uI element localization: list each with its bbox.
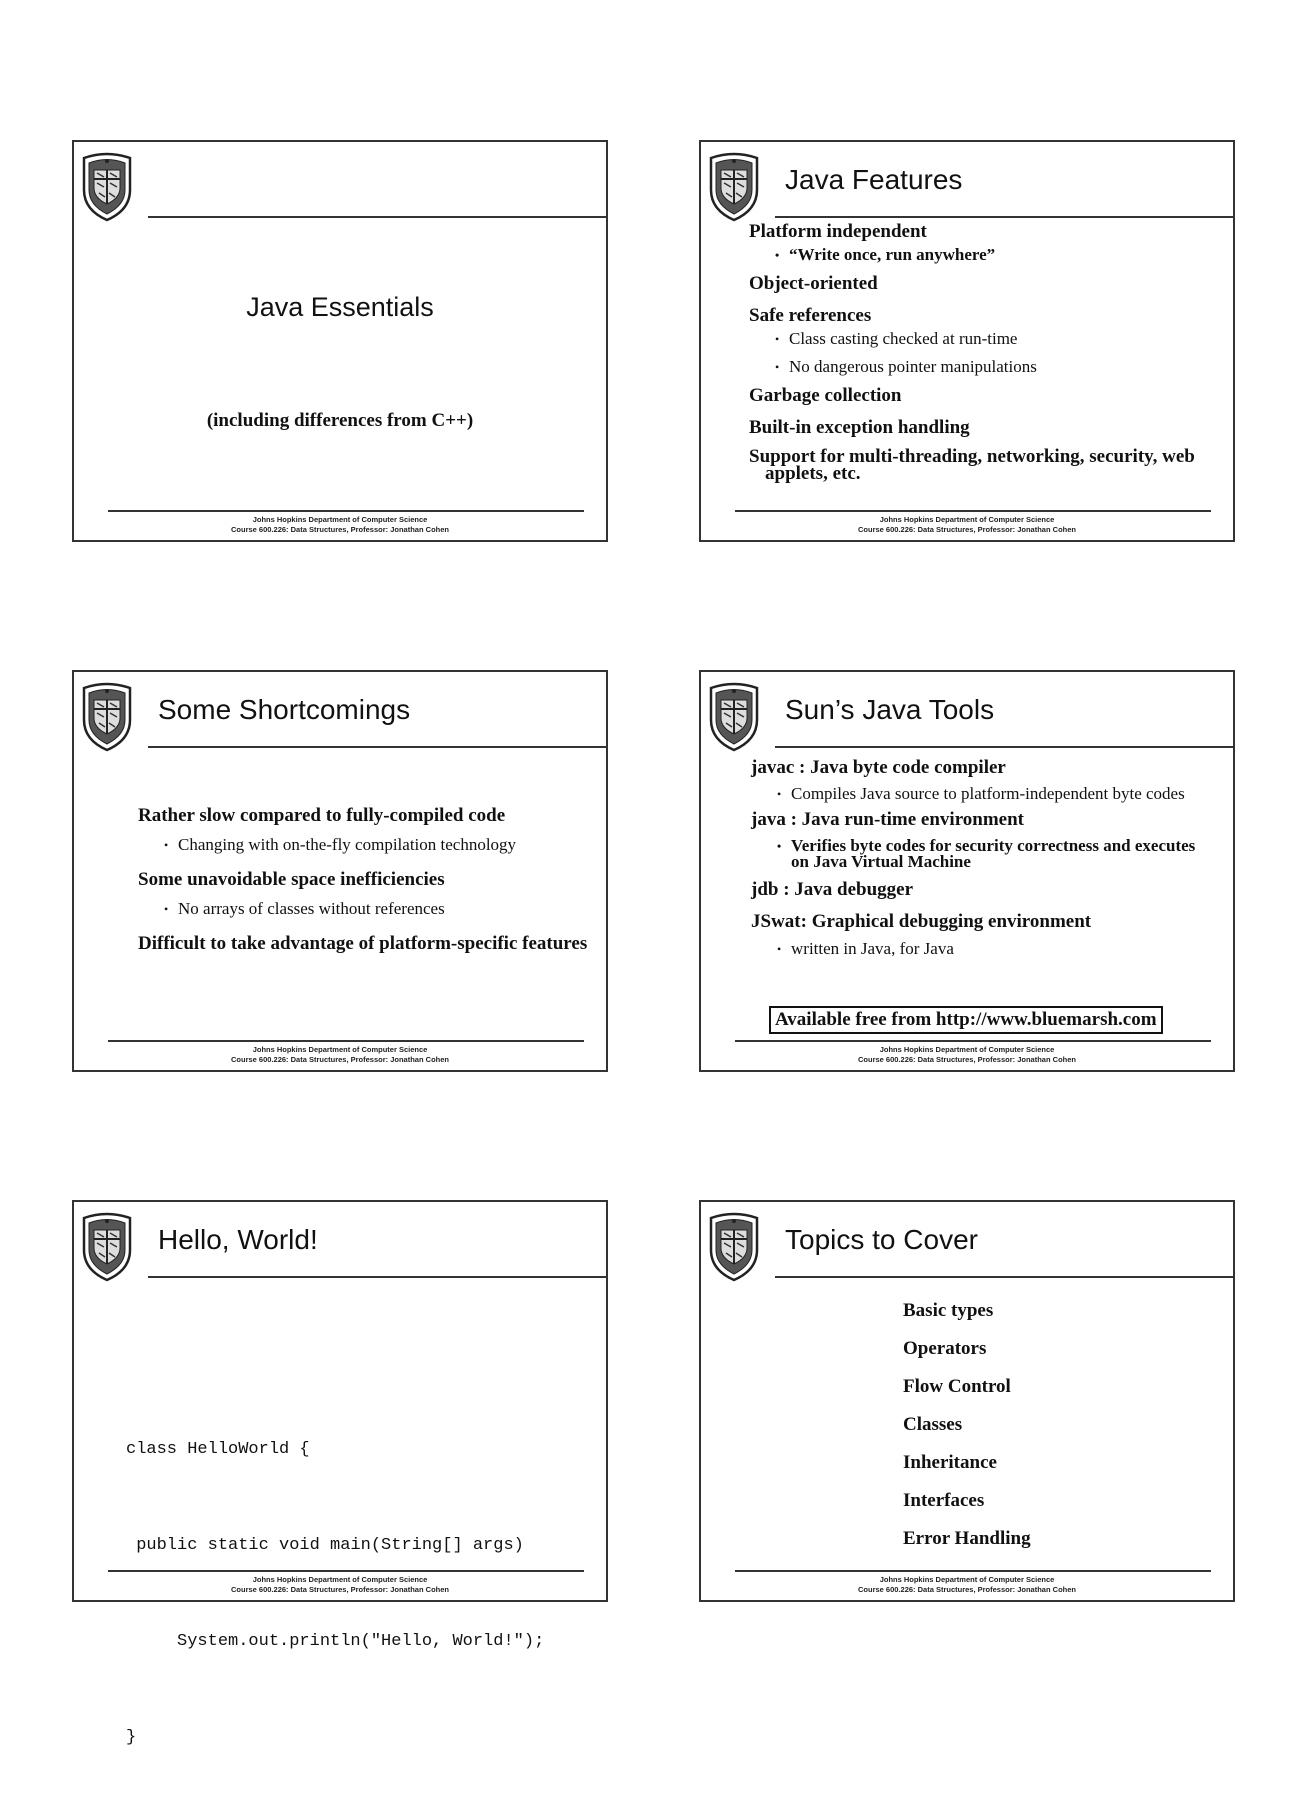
title-rule: [148, 746, 606, 748]
slide-footer: [74, 1045, 606, 1065]
footer-line-1: Johns Hopkins Department of Computer Science: [879, 1575, 1055, 1584]
slide-footer: [701, 1575, 1233, 1595]
footer-line-2: Course 600.226: Data Structures, Professor: Jonathan Cohen: [231, 525, 449, 534]
title-rule: [775, 746, 1233, 748]
list-item: Rather slow compared to fully-compiled code: [138, 805, 506, 826]
footer-rule: [108, 510, 584, 512]
code-line: public static void main(String[] args): [126, 1536, 524, 1555]
title-rule: [775, 1276, 1233, 1278]
slide-hello-world: [72, 1200, 608, 1747]
footer-rule: [735, 1040, 1211, 1042]
slide-title: Java Features: [785, 164, 963, 195]
slide-java-essentials: [72, 140, 608, 542]
list-item: • Changing with on-the-fly compilation technology: [138, 836, 588, 854]
slide-title: Topics to Cover: [785, 1224, 978, 1255]
list-item: Difficult to take advantage of platform-specific features: [138, 933, 588, 954]
list-item: Safe references: [749, 305, 872, 326]
footer-rule: [108, 1040, 584, 1042]
list-item: • Compiles Java source to platform-independent byte codes: [751, 786, 1211, 802]
title-rule: [775, 216, 1233, 218]
university-seal-icon: [80, 1212, 134, 1282]
list-item: javac : Java byte code compiler: [751, 757, 1006, 778]
list-item: Operators: [903, 1338, 987, 1359]
footer-line-2: Course 600.226: Data Structures, Professor: Jonathan Cohen: [231, 1055, 449, 1064]
slide-suns-java-tools: [699, 670, 1235, 1072]
list-item: JSwat: Graphical debugging environment: [751, 911, 1092, 932]
list-item: Some unavoidable space inefficiencies: [138, 869, 445, 890]
topic-list: [903, 1300, 1031, 1566]
footer-rule: [108, 1570, 584, 1572]
list-item: Built-in exception handling: [749, 417, 970, 438]
footer-line-1: Johns Hopkins Department of Computer Science: [252, 1575, 428, 1584]
list-item: Classes: [903, 1414, 963, 1435]
slide-footer: [74, 515, 606, 535]
university-seal-icon: [707, 1212, 761, 1282]
list-item: Basic types: [903, 1300, 994, 1321]
list-item: jdb : Java debugger: [751, 879, 914, 900]
list-item: Support for multi-threading, networking, security, web applets, etc.: [749, 446, 1195, 484]
list-item: Interfaces: [903, 1490, 985, 1511]
slide-footer: [701, 1045, 1233, 1065]
list-item: • Class casting checked at run-time: [749, 330, 1219, 348]
bullet-list: [751, 758, 1211, 958]
footer-line-2: Course 600.226: Data Structures, Professor: Jonathan Cohen: [858, 525, 1076, 534]
list-item: Error Handling: [903, 1528, 1031, 1549]
list-item: java : Java run-time environment: [751, 809, 1025, 830]
code-line: class HelloWorld {: [126, 1440, 310, 1459]
slide-some-shortcomings: [72, 670, 608, 1072]
footer-rule: [735, 510, 1211, 512]
slide-java-features: [699, 140, 1235, 542]
list-item: Object-oriented: [749, 273, 878, 294]
footer-line-1: Johns Hopkins Department of Computer Science: [252, 515, 428, 524]
title-rule: [148, 1276, 606, 1278]
list-item: Inheritance: [903, 1452, 997, 1473]
code-line: System.out.println("Hello, World!");: [126, 1632, 545, 1651]
slide-topics-to-cover: [699, 1200, 1235, 1602]
university-seal-icon: [707, 152, 761, 222]
footer-line-2: Course 600.226: Data Structures, Professor: Jonathan Cohen: [231, 1585, 449, 1594]
list-item: Garbage collection: [749, 385, 902, 406]
list-item: • No dangerous pointer manipulations: [749, 358, 1219, 376]
slide-title: Java Essentials: [246, 292, 434, 322]
slide-footer: [74, 1575, 606, 1595]
university-seal-icon: [707, 682, 761, 752]
slide-title: Sun’s Java Tools: [785, 694, 995, 725]
footer-line-2: Course 600.226: Data Structures, Professor: Jonathan Cohen: [858, 1585, 1076, 1594]
bullet-list: [138, 806, 588, 954]
bluemarsh-link[interactable]: Available free from http://www.bluemarsh.com: [769, 1006, 1163, 1034]
list-item: Platform independent: [749, 221, 927, 242]
footer-line-1: Johns Hopkins Department of Computer Science: [879, 1045, 1055, 1054]
list-item: Flow Control: [903, 1376, 1011, 1397]
slide-title: Some Shortcomings: [158, 694, 411, 725]
list-item: • “Write once, run anywhere”: [749, 246, 1219, 264]
title-rule: [148, 216, 606, 218]
bullet-list: [749, 222, 1219, 482]
university-seal-icon: [80, 152, 134, 222]
list-item: • No arrays of classes without references: [138, 900, 588, 918]
list-item: • written in Java, for Java: [751, 940, 1211, 958]
university-seal-icon: [80, 682, 134, 752]
slide-subtitle: (including differences from C++): [206, 410, 474, 431]
code-line: }: [126, 1728, 137, 1747]
slide-footer: [701, 515, 1233, 535]
footer-line-1: Johns Hopkins Department of Computer Science: [252, 1045, 428, 1054]
footer-line-2: Course 600.226: Data Structures, Professor: Jonathan Cohen: [858, 1055, 1076, 1064]
footer-rule: [735, 1570, 1211, 1572]
list-item: • Verifies byte codes for security correctness and executes on Java Virtual Machine: [751, 838, 1211, 870]
slide-title: Hello, World!: [158, 1224, 318, 1255]
footer-line-1: Johns Hopkins Department of Computer Science: [879, 515, 1055, 524]
